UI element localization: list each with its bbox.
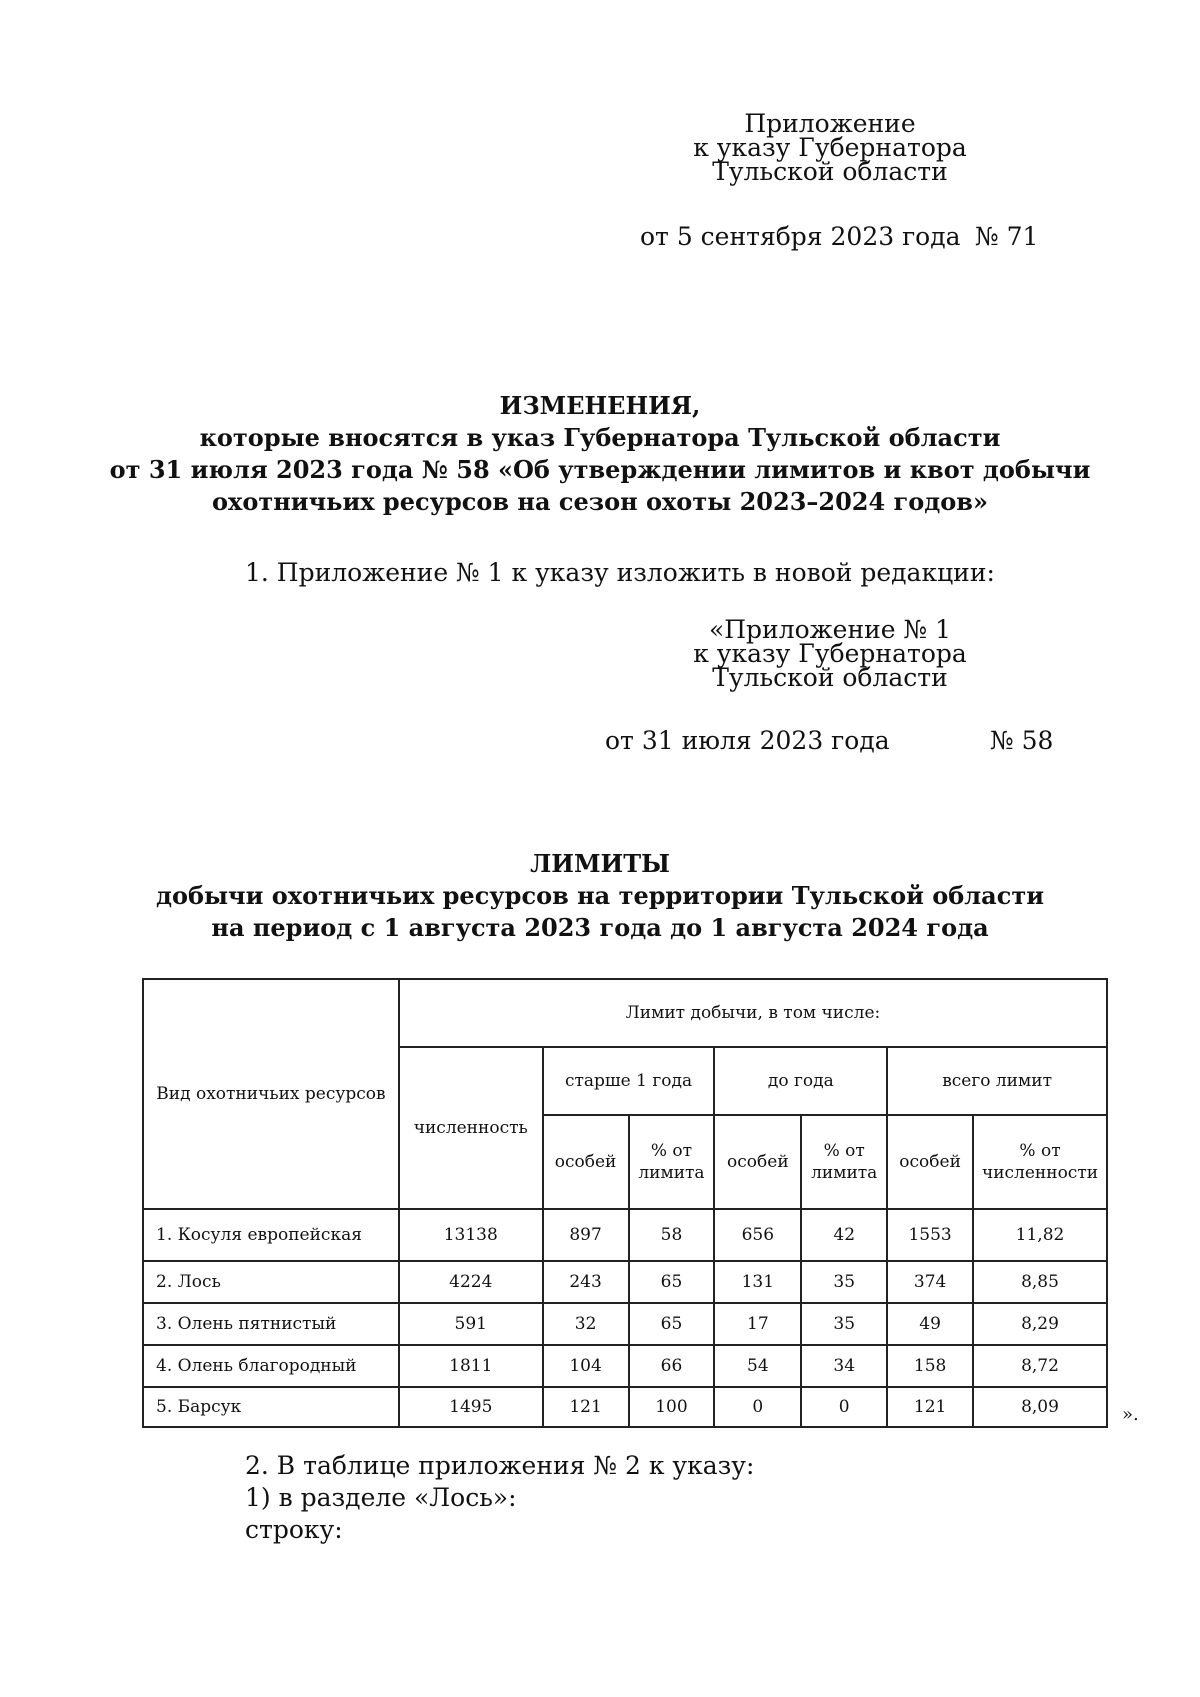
- appendix-line: Приложение: [744, 109, 916, 138]
- header-older: старше 1 года: [543, 1047, 715, 1115]
- cell-total-pct: 8,85: [973, 1261, 1107, 1303]
- cell-older-pct: 66: [629, 1345, 715, 1387]
- header-heads: особей: [887, 1115, 973, 1209]
- appendix-number: № 71: [975, 222, 1039, 251]
- cell-count: 4224: [399, 1261, 543, 1303]
- table-row: [143, 1209, 1107, 1261]
- item-2-line: строку:: [245, 1515, 343, 1544]
- cell-older-pct: 65: [629, 1261, 715, 1303]
- cell-under-heads: 54: [714, 1345, 801, 1387]
- table-row: [143, 1261, 1107, 1303]
- cell-count: 13138: [399, 1209, 543, 1261]
- cell-under-heads: 17: [714, 1303, 801, 1345]
- table-row: [143, 1303, 1107, 1345]
- cell-under-pct: 42: [801, 1209, 887, 1261]
- changes-line: которые вносятся в указ Губернатора Тульской области: [199, 423, 1001, 452]
- cell-count: 1495: [399, 1387, 543, 1427]
- cell-under-pct: 0: [801, 1387, 887, 1427]
- header-pct-limit: % от лимита: [629, 1115, 715, 1209]
- cell-species: 3. Олень пятнистый: [143, 1303, 399, 1345]
- cell-older-heads: 243: [543, 1261, 629, 1303]
- cell-total-pct: 8,29: [973, 1303, 1107, 1345]
- inner-appendix-number: № 58: [990, 726, 1054, 755]
- cell-total-heads: 374: [887, 1261, 973, 1303]
- cell-under-heads: 656: [714, 1209, 801, 1261]
- changes-heading: [0, 390, 1200, 518]
- cell-total-pct: 11,82: [973, 1209, 1107, 1261]
- cell-older-heads: 104: [543, 1345, 629, 1387]
- cell-species: 5. Барсук: [143, 1387, 399, 1427]
- table-row: [143, 1387, 1107, 1427]
- limits-table: [142, 978, 1108, 1428]
- limits-line: на период с 1 августа 2023 года до 1 августа 2024 года: [211, 913, 989, 942]
- cell-under-heads: 0: [714, 1387, 801, 1427]
- cell-total-pct: 8,72: [973, 1345, 1107, 1387]
- cell-under-heads: 131: [714, 1261, 801, 1303]
- cell-older-heads: 121: [543, 1387, 629, 1427]
- inner-appendix: [640, 615, 1020, 692]
- cell-older-pct: 100: [629, 1387, 715, 1427]
- item-2-line: 2. В таблице приложения № 2 к указу:: [245, 1451, 755, 1480]
- header-pct-limit: % от лимита: [801, 1115, 887, 1209]
- limits-line: добычи охотничьих ресурсов на территории Тульской области: [155, 881, 1045, 910]
- header-limit-group: Лимит добычи, в том числе:: [399, 979, 1107, 1047]
- item-2-line: 1) в разделе «Лось»:: [245, 1483, 517, 1512]
- closing-quote: ».: [1122, 1404, 1139, 1425]
- cell-under-pct: 35: [801, 1303, 887, 1345]
- cell-total-heads: 1553: [887, 1209, 973, 1261]
- item-2: [245, 1450, 754, 1546]
- cell-total-heads: 49: [887, 1303, 973, 1345]
- cell-total-heads: 121: [887, 1387, 973, 1427]
- cell-count: 591: [399, 1303, 543, 1345]
- appendix-line: Тульской области: [712, 663, 948, 692]
- changes-line: охотничьих ресурсов на сезон охоты 2023–2024 годов»: [212, 487, 988, 516]
- cell-species: 1. Косуля европейская: [143, 1209, 399, 1261]
- cell-species: 2. Лось: [143, 1261, 399, 1303]
- cell-total-pct: 8,09: [973, 1387, 1107, 1427]
- table-row: [143, 1345, 1107, 1387]
- item-1-text: 1. Приложение № 1 к указу изложить в новой редакции:: [245, 558, 995, 587]
- cell-species: 4. Олень благородный: [143, 1345, 399, 1387]
- appendix-date: от 5 сентября 2023 года: [640, 222, 961, 251]
- appendix-line: «Приложение № 1: [708, 615, 952, 644]
- header-species: Вид охотничьих ресурсов: [143, 979, 399, 1209]
- limits-title: ЛИМИТЫ: [530, 849, 670, 878]
- cell-older-heads: 32: [543, 1303, 629, 1345]
- appendix-line: Тульской области: [712, 157, 948, 186]
- header-under: до года: [714, 1047, 887, 1115]
- appendix-line: к указу Губернатора: [693, 639, 967, 668]
- cell-under-pct: 34: [801, 1345, 887, 1387]
- cell-older-pct: 58: [629, 1209, 715, 1261]
- header-heads: особей: [543, 1115, 629, 1209]
- cell-count: 1811: [399, 1345, 543, 1387]
- appendix-line: к указу Губернатора: [693, 133, 967, 162]
- changes-line: от 31 июля 2023 года № 58 «Об утверждении лимитов и квот добычи: [109, 455, 1091, 484]
- inner-appendix-date: от 31 июля 2023 года: [605, 726, 890, 755]
- header-total: всего лимит: [887, 1047, 1107, 1115]
- header-pct-count: % от численности: [973, 1115, 1107, 1209]
- header-heads: особей: [714, 1115, 801, 1209]
- limits-heading: [0, 848, 1200, 944]
- changes-title: ИЗМЕНЕНИЯ,: [499, 391, 701, 420]
- cell-older-heads: 897: [543, 1209, 629, 1261]
- cell-older-pct: 65: [629, 1303, 715, 1345]
- appendix-header: [640, 109, 1020, 186]
- cell-total-heads: 158: [887, 1345, 973, 1387]
- cell-under-pct: 35: [801, 1261, 887, 1303]
- header-count: численность: [399, 1047, 543, 1209]
